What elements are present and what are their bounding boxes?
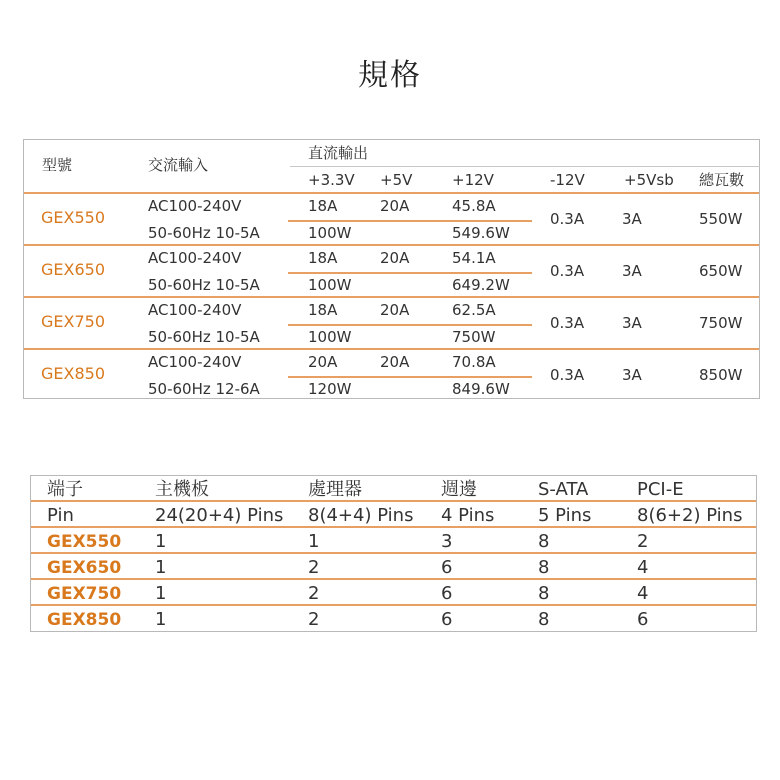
ac-frequency-current: 50-60Hz 10-5A — [148, 328, 260, 346]
rail-12v-watts: 849.6W — [452, 380, 510, 398]
model-name: GEX650 — [47, 558, 122, 578]
rail-3v3-5v-watts: 100W — [308, 224, 352, 242]
ac-frequency-current: 50-60Hz 10-5A — [148, 224, 260, 242]
count-cpu: 2 — [308, 583, 320, 604]
power-row — [24, 194, 759, 246]
header-peripheral: 週邊 — [441, 479, 477, 500]
rail-5v-amps: 20A — [380, 301, 410, 319]
rail-neg12v-amps: 0.3A — [550, 314, 585, 332]
header-5vsb: +5Vsb — [624, 171, 674, 189]
connector-row — [31, 554, 756, 580]
count-sata: 8 — [538, 531, 550, 552]
count-sata: 8 — [538, 583, 550, 604]
count-cpu: 2 — [308, 609, 320, 630]
rail-neg12v-amps: 0.3A — [550, 262, 585, 280]
page-title: 規格 — [358, 58, 422, 93]
ac-voltage: AC100-240V — [148, 301, 242, 319]
pins-sata: 5 Pins — [538, 505, 592, 526]
row-inner-divider — [288, 324, 532, 326]
rail-12v-watts: 549.6W — [452, 224, 510, 242]
rail-5vsb-amps: 3A — [622, 262, 642, 280]
model-name: GEX750 — [47, 584, 122, 604]
pins-pcie: 8(6+2) Pins — [637, 505, 743, 526]
header-3v3: +3.3V — [308, 171, 355, 189]
pins-cpu: 8(4+4) Pins — [308, 505, 414, 526]
model-name: GEX550 — [41, 208, 106, 227]
power-row — [24, 246, 759, 298]
rail-12v-amps: 62.5A — [452, 301, 496, 319]
model-name: GEX650 — [41, 260, 106, 279]
model-name: GEX550 — [47, 532, 122, 552]
row-inner-divider — [288, 376, 532, 378]
rail-3v3-amps: 18A — [308, 249, 338, 267]
pins-label: Pin — [47, 505, 74, 526]
pins-peripheral: 4 Pins — [441, 505, 495, 526]
header-pcie: PCI-E — [637, 479, 684, 500]
model-name: GEX850 — [47, 610, 122, 630]
header-neg12v: -12V — [550, 171, 585, 189]
rail-3v3-amps: 20A — [308, 353, 338, 371]
ac-voltage: AC100-240V — [148, 197, 242, 215]
header-connector: 端子 — [47, 479, 83, 500]
count-peripheral: 3 — [441, 531, 453, 552]
header-model: 型號 — [42, 156, 73, 174]
rail-12v-amps: 45.8A — [452, 197, 496, 215]
header-5v: +5V — [380, 171, 413, 189]
rail-3v3-5v-watts: 120W — [308, 380, 352, 398]
header-sata: S-ATA — [538, 479, 589, 500]
total-watts: 650W — [699, 262, 743, 280]
count-motherboard: 1 — [155, 583, 167, 604]
count-motherboard: 1 — [155, 609, 167, 630]
ac-voltage: AC100-240V — [148, 353, 242, 371]
count-pcie: 2 — [637, 531, 649, 552]
count-pcie: 6 — [637, 609, 649, 630]
total-watts: 750W — [699, 314, 743, 332]
power-row — [24, 350, 759, 398]
rail-neg12v-amps: 0.3A — [550, 366, 585, 384]
rail-5vsb-amps: 3A — [622, 314, 642, 332]
connector-row — [31, 528, 756, 554]
count-pcie: 4 — [637, 583, 649, 604]
header-dc-output: 直流輸出 — [308, 144, 369, 162]
rail-5v-amps: 20A — [380, 197, 410, 215]
power-row — [24, 298, 759, 350]
count-cpu: 1 — [308, 531, 320, 552]
count-motherboard: 1 — [155, 531, 167, 552]
row-inner-divider — [288, 220, 532, 222]
rail-3v3-amps: 18A — [308, 197, 338, 215]
count-pcie: 4 — [637, 557, 649, 578]
rail-3v3-5v-watts: 100W — [308, 276, 352, 294]
connector-row — [31, 606, 756, 632]
model-name: GEX850 — [41, 364, 106, 383]
count-cpu: 2 — [308, 557, 320, 578]
count-sata: 8 — [538, 557, 550, 578]
header-12v: +12V — [452, 171, 494, 189]
ac-voltage: AC100-240V — [148, 249, 242, 267]
row-inner-divider — [288, 272, 532, 274]
connector-header-row — [31, 476, 756, 502]
count-peripheral: 6 — [441, 557, 453, 578]
rail-12v-watts: 750W — [452, 328, 496, 346]
count-sata: 8 — [538, 609, 550, 630]
header-motherboard: 主機板 — [155, 479, 209, 500]
total-watts: 850W — [699, 366, 743, 384]
pins-motherboard: 24(20+4) Pins — [155, 505, 284, 526]
ac-frequency-current: 50-60Hz 10-5A — [148, 276, 260, 294]
header-ac-input: 交流輸入 — [148, 156, 209, 174]
rail-3v3-5v-watts: 100W — [308, 328, 352, 346]
header-divider — [290, 166, 760, 167]
count-peripheral: 6 — [441, 583, 453, 604]
power-spec-table — [23, 139, 760, 399]
rail-5vsb-amps: 3A — [622, 366, 642, 384]
rail-12v-amps: 54.1A — [452, 249, 496, 267]
total-watts: 550W — [699, 210, 743, 228]
header-total-watts: 總瓦數 — [699, 171, 745, 189]
rail-5v-amps: 20A — [380, 353, 410, 371]
count-motherboard: 1 — [155, 557, 167, 578]
rail-5v-amps: 20A — [380, 249, 410, 267]
model-name: GEX750 — [41, 312, 106, 331]
header-cpu: 處理器 — [308, 479, 362, 500]
rail-neg12v-amps: 0.3A — [550, 210, 585, 228]
ac-frequency-current: 50-60Hz 12-6A — [148, 380, 260, 398]
connector-row — [31, 580, 756, 606]
rail-12v-amps: 70.8A — [452, 353, 496, 371]
rail-5vsb-amps: 3A — [622, 210, 642, 228]
rail-3v3-amps: 18A — [308, 301, 338, 319]
connector-pins-row — [31, 502, 756, 528]
count-peripheral: 6 — [441, 609, 453, 630]
connector-table — [30, 475, 757, 632]
rail-12v-watts: 649.2W — [452, 276, 510, 294]
power-table-header — [24, 140, 759, 192]
